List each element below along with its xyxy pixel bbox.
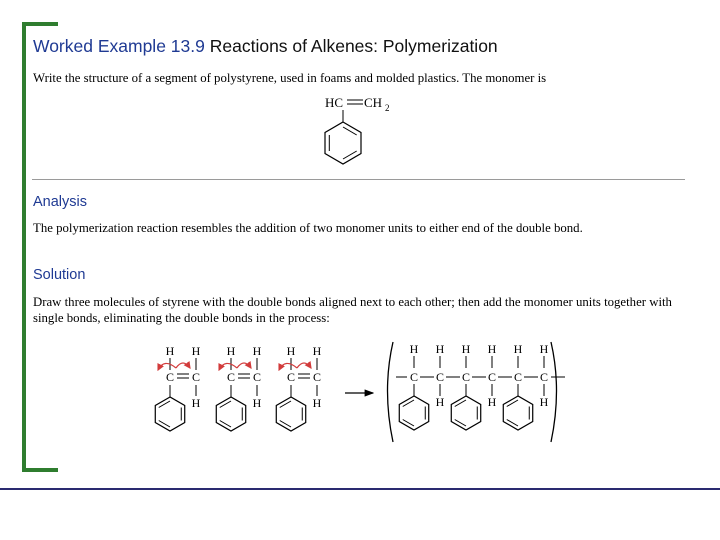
example-title: Reactions of Alkenes: Polymerization bbox=[209, 36, 498, 56]
hydrogen-atom: H bbox=[165, 344, 175, 358]
solution-text: Draw three molecules of styrene with the double bonds aligned next to each other; then add the monomer units together with single bonds, eliminating the double bonds in the process: bbox=[33, 295, 672, 325]
analysis-text: The polymerization reaction resembles the addition of two monomer units to either end of the double bond. bbox=[33, 221, 583, 235]
monomer-left-group: HC bbox=[325, 95, 344, 110]
ring-outline bbox=[503, 396, 532, 430]
carbon-atom: C bbox=[191, 370, 201, 384]
hydrogen-atom: H bbox=[312, 396, 322, 410]
styrene-monomers bbox=[155, 344, 321, 431]
carbon-atom: C bbox=[461, 370, 471, 384]
benzene-ring bbox=[451, 396, 480, 430]
styrene-molecule bbox=[276, 344, 321, 431]
hydrogen-atom: H bbox=[435, 342, 445, 356]
hydrogen-atom: H bbox=[487, 395, 497, 409]
hydrogen-atom: H bbox=[539, 342, 549, 356]
ring-outline bbox=[216, 397, 245, 431]
benzene-ring bbox=[276, 397, 305, 431]
hydrogen-atom: H bbox=[226, 344, 236, 358]
hydrogen-atom: H bbox=[487, 342, 497, 356]
hydrogen-atom: H bbox=[312, 344, 322, 358]
carbon-atom: C bbox=[435, 370, 445, 384]
carbon-atom: C bbox=[165, 370, 175, 384]
carbon-atom: C bbox=[226, 370, 236, 384]
carbon-atom: C bbox=[312, 370, 322, 384]
hydrogen-atom: H bbox=[409, 342, 419, 356]
hydrogen-atom: H bbox=[191, 344, 201, 358]
hydrogen-atom: H bbox=[252, 344, 262, 358]
page-title bbox=[33, 36, 498, 57]
carbon-atom: C bbox=[487, 370, 497, 384]
benzene-ring bbox=[503, 396, 532, 430]
intro-text: Write the structure of a segment of polystyrene, used in foams and molded plastics. The monomer is bbox=[33, 71, 547, 85]
electron-arrow bbox=[176, 363, 190, 368]
carbon-atom: C bbox=[539, 370, 549, 384]
example-number: Worked Example 13.9 bbox=[33, 36, 205, 56]
electron-arrow bbox=[237, 363, 251, 368]
ring-outline bbox=[399, 396, 428, 430]
carbon-atom: C bbox=[252, 370, 262, 384]
styrene-molecule bbox=[155, 344, 200, 431]
ring-outline bbox=[155, 397, 184, 431]
right-polymer-bracket bbox=[551, 342, 557, 442]
styrene-molecule bbox=[216, 344, 261, 431]
ring-outline bbox=[451, 396, 480, 430]
polystyrene-segment bbox=[388, 342, 566, 442]
carbon-atom: C bbox=[286, 370, 296, 384]
solution-heading: Solution bbox=[33, 267, 86, 283]
section-divider bbox=[32, 179, 685, 180]
monomer-right-group: CH bbox=[364, 95, 383, 110]
bottom-rule bbox=[0, 488, 720, 490]
electron-arrow bbox=[297, 363, 311, 368]
hydrogen-atom: H bbox=[191, 396, 201, 410]
analysis-heading: Analysis bbox=[33, 194, 87, 210]
hydrogen-atom: H bbox=[435, 395, 445, 409]
left-polymer-bracket bbox=[388, 342, 394, 442]
benzene-ring bbox=[216, 397, 245, 431]
hydrogen-atom: H bbox=[252, 396, 262, 410]
hydrogen-atom: H bbox=[461, 342, 471, 356]
benzene-ring bbox=[155, 397, 184, 431]
carbon-atom: C bbox=[513, 370, 523, 384]
hydrogen-atom: H bbox=[539, 395, 549, 409]
carbon-atom: C bbox=[409, 370, 419, 384]
hydrogen-atom: H bbox=[286, 344, 296, 358]
benzene-ring bbox=[325, 122, 361, 164]
benzene-ring bbox=[399, 396, 428, 430]
styrene-monomer-structure bbox=[318, 92, 408, 172]
hydrogen-atom: H bbox=[513, 342, 523, 356]
monomer-subscript: 2 bbox=[385, 103, 390, 113]
ring-outline bbox=[276, 397, 305, 431]
polymerization-scheme bbox=[0, 330, 720, 455]
